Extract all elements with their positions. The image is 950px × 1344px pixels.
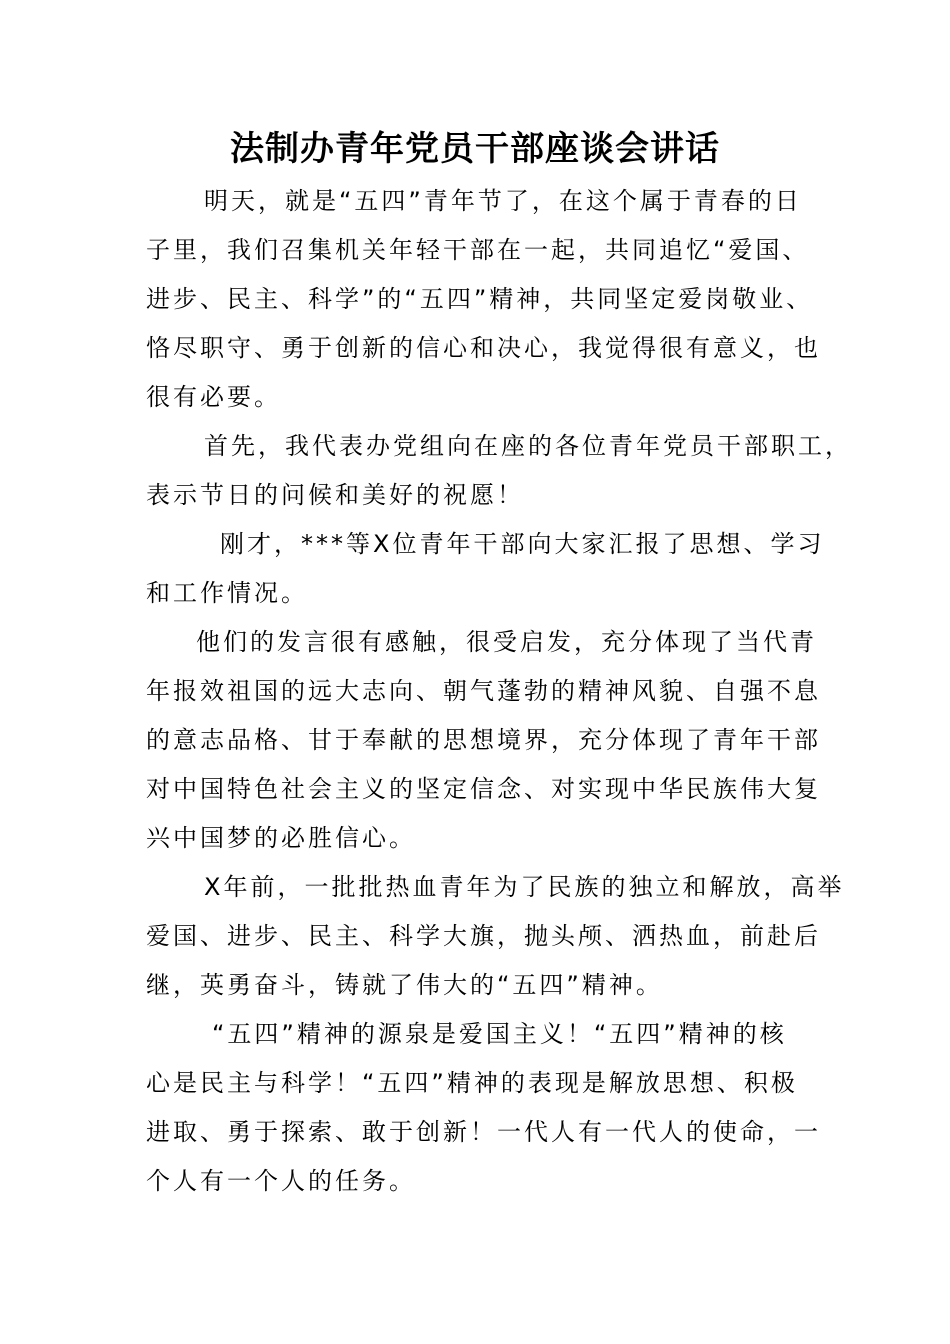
text-line: 进取、勇于探索、敢于创新！一代人有一代人的使命，一 [146,1118,821,1146]
text-line: 刚才，***等X位青年干部向大家汇报了思想、学习 [220,530,825,558]
text-line: 恪尽职守、勇于创新的信心和决心，我觉得很有意义，也 [146,334,821,362]
text-line: 和工作情况。 [146,579,308,607]
text-line: 明天，就是“五四”青年节了，在这个属于青春的日 [204,187,802,215]
text-line: 表示节日的问候和美好的祝愿！ [146,481,524,509]
paragraph [146,863,845,1010]
text-line: 心是民主与科学！“五四”精神的表现是解放思想、积极 [146,1069,798,1097]
text-line: 爱国、进步、民主、科学大旗，抛头颅、洒热血，前赴后 [146,922,821,950]
text-line: 个人有一个人的任务。 [146,1167,416,1195]
text-line: 年报效祖国的远大志向、朝气蓬勃的精神风貌、自强不息 [146,677,821,705]
text-line: X年前，一批批热血青年为了民族的独立和解放，高举 [204,873,845,901]
text-line: 兴中国梦的必胜信心。 [146,824,416,852]
text-line: 他们的发言很有感触，很受启发，充分体现了当代青 [196,628,817,656]
text-line: 继，英勇奋斗，铸就了伟大的“五四”精神。 [146,971,663,999]
paragraph [146,520,825,618]
text-line: 进步、民主、科学”的“五四”精神，共同坚定爱岗敬业、 [146,285,814,313]
paragraph [146,1010,821,1206]
document-title: 法制办青年党员干部座谈会讲话 [230,129,720,169]
paragraph [146,422,852,520]
text-line: 对中国特色社会主义的坚定信念、对实现中华民族伟大复 [146,775,821,803]
paragraph [146,618,821,863]
paragraph [146,177,821,422]
text-line: 子里，我们召集机关年轻干部在一起，共同追忆“爱国、 [146,236,810,264]
document-body [146,177,852,1206]
text-line: 很有必要。 [146,383,281,411]
text-line: 首先，我代表办党组向在座的各位青年党员干部职工， [204,432,852,460]
text-line: “五四”精神的源泉是爱国主义！“五四”精神的核 [212,1020,787,1048]
text-line: 的意志品格、甘于奉献的思想境界，充分体现了青年干部 [146,726,821,754]
